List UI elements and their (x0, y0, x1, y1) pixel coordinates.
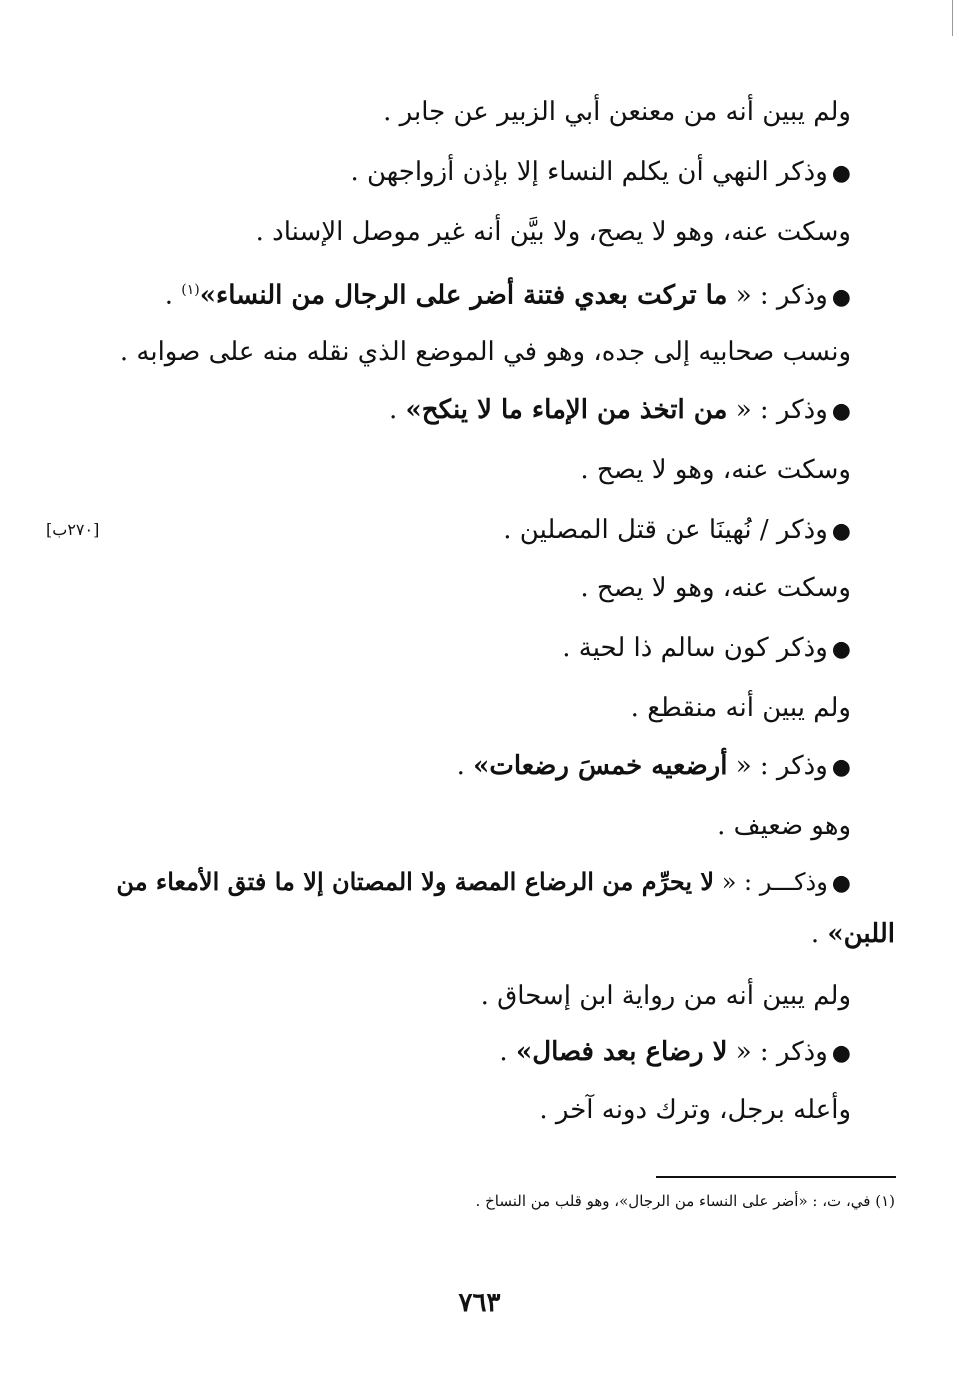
text-line: وهو ضعيف . (717, 811, 851, 841)
bullet-icon: ● (831, 755, 851, 780)
text-line: وسكت عنه، وهو لا يصح . (580, 573, 851, 603)
footnote-separator (656, 1176, 896, 1178)
bullet-line: ●وذكر : « لا رضاع بعد فصال» . (499, 1037, 851, 1067)
bullet-line: ●وذكر النهي أن يكلم النساء إلا بإذن أزواجهن . (350, 157, 851, 187)
hadith-quote: لا يحرِّم من الرضاع المصة ولا المصتان إلا ما فتق الأمعاء من (116, 867, 715, 896)
page-number: ٧٦٣ (458, 1288, 501, 1318)
text-line-continuation: اللبن» . (810, 919, 895, 949)
text-line: ونسب صحابيه إلى جده، وهو في الموضع الذي نقله منه على صوابه . (119, 337, 851, 367)
bullet-line: ●وذكر : « ما تركت بعدي فتنة أضر على الرجال من النساء»$^{(١)}$ . (164, 280, 851, 311)
bullet-line: ●وذكـــر : « لا يحرِّم من الرضاع المصة ولا المصتان إلا ما فتق الأمعاء من (116, 867, 851, 896)
text-line: وأعله برجل، وترك دونه آخر . (539, 1095, 851, 1125)
hadith-quote: من اتخذ من الإماء ما لا ينكح» (405, 395, 728, 425)
hadith-quote: لا رضاع بعد فصال» (515, 1037, 728, 1067)
bullet-line: ●وذكر / نُهينَا عن قتل المصلين . (503, 515, 851, 545)
bullet-line: ●وذكر : « من اتخذ من الإماء ما لا ينكح» . (389, 395, 851, 425)
bullet-icon: ● (831, 871, 851, 896)
bullet-icon: ● (831, 161, 851, 186)
footnote: (١) في، ت، : «أضر على النساء من الرجال»، وهو قلب من النساخ . (475, 1192, 895, 1210)
bullet-icon: ● (831, 1041, 851, 1066)
bullet-icon: ● (831, 399, 851, 424)
text-line: ولم يبين أنه من معنعن أبي الزبير عن جابر . (383, 97, 851, 127)
text-line: وسكت عنه، وهو لا يصح، ولا بيَّن أنه غير موصل الإسناد . (255, 217, 851, 247)
bullet-icon: ● (831, 637, 851, 662)
hadith-quote: ما تركت بعدي فتنة أضر على الرجال من النساء» (199, 280, 728, 311)
footnote-reference: (١) (181, 282, 200, 298)
bullet-icon: ● (831, 284, 851, 310)
hadith-quote: أرضعيه خمسَ رضعات» (473, 751, 728, 781)
text-line: ولم يبين أنه منقطع . (630, 693, 851, 723)
scan-edge-mark (952, 0, 953, 36)
bullet-icon: ● (831, 519, 851, 544)
text-line: ولم يبين أنه من رواية ابن إسحاق . (480, 981, 851, 1011)
hadith-quote: اللبن» (827, 919, 895, 949)
marginal-folio-note: [٢٧٠ب] (46, 520, 100, 539)
bullet-line: ●وذكر كون سالم ذا لحية . (562, 633, 851, 663)
bullet-line: ●وذكر : « أرضعيه خمسَ رضعات» . (456, 751, 851, 781)
text-line: وسكت عنه، وهو لا يصح . (580, 455, 851, 485)
